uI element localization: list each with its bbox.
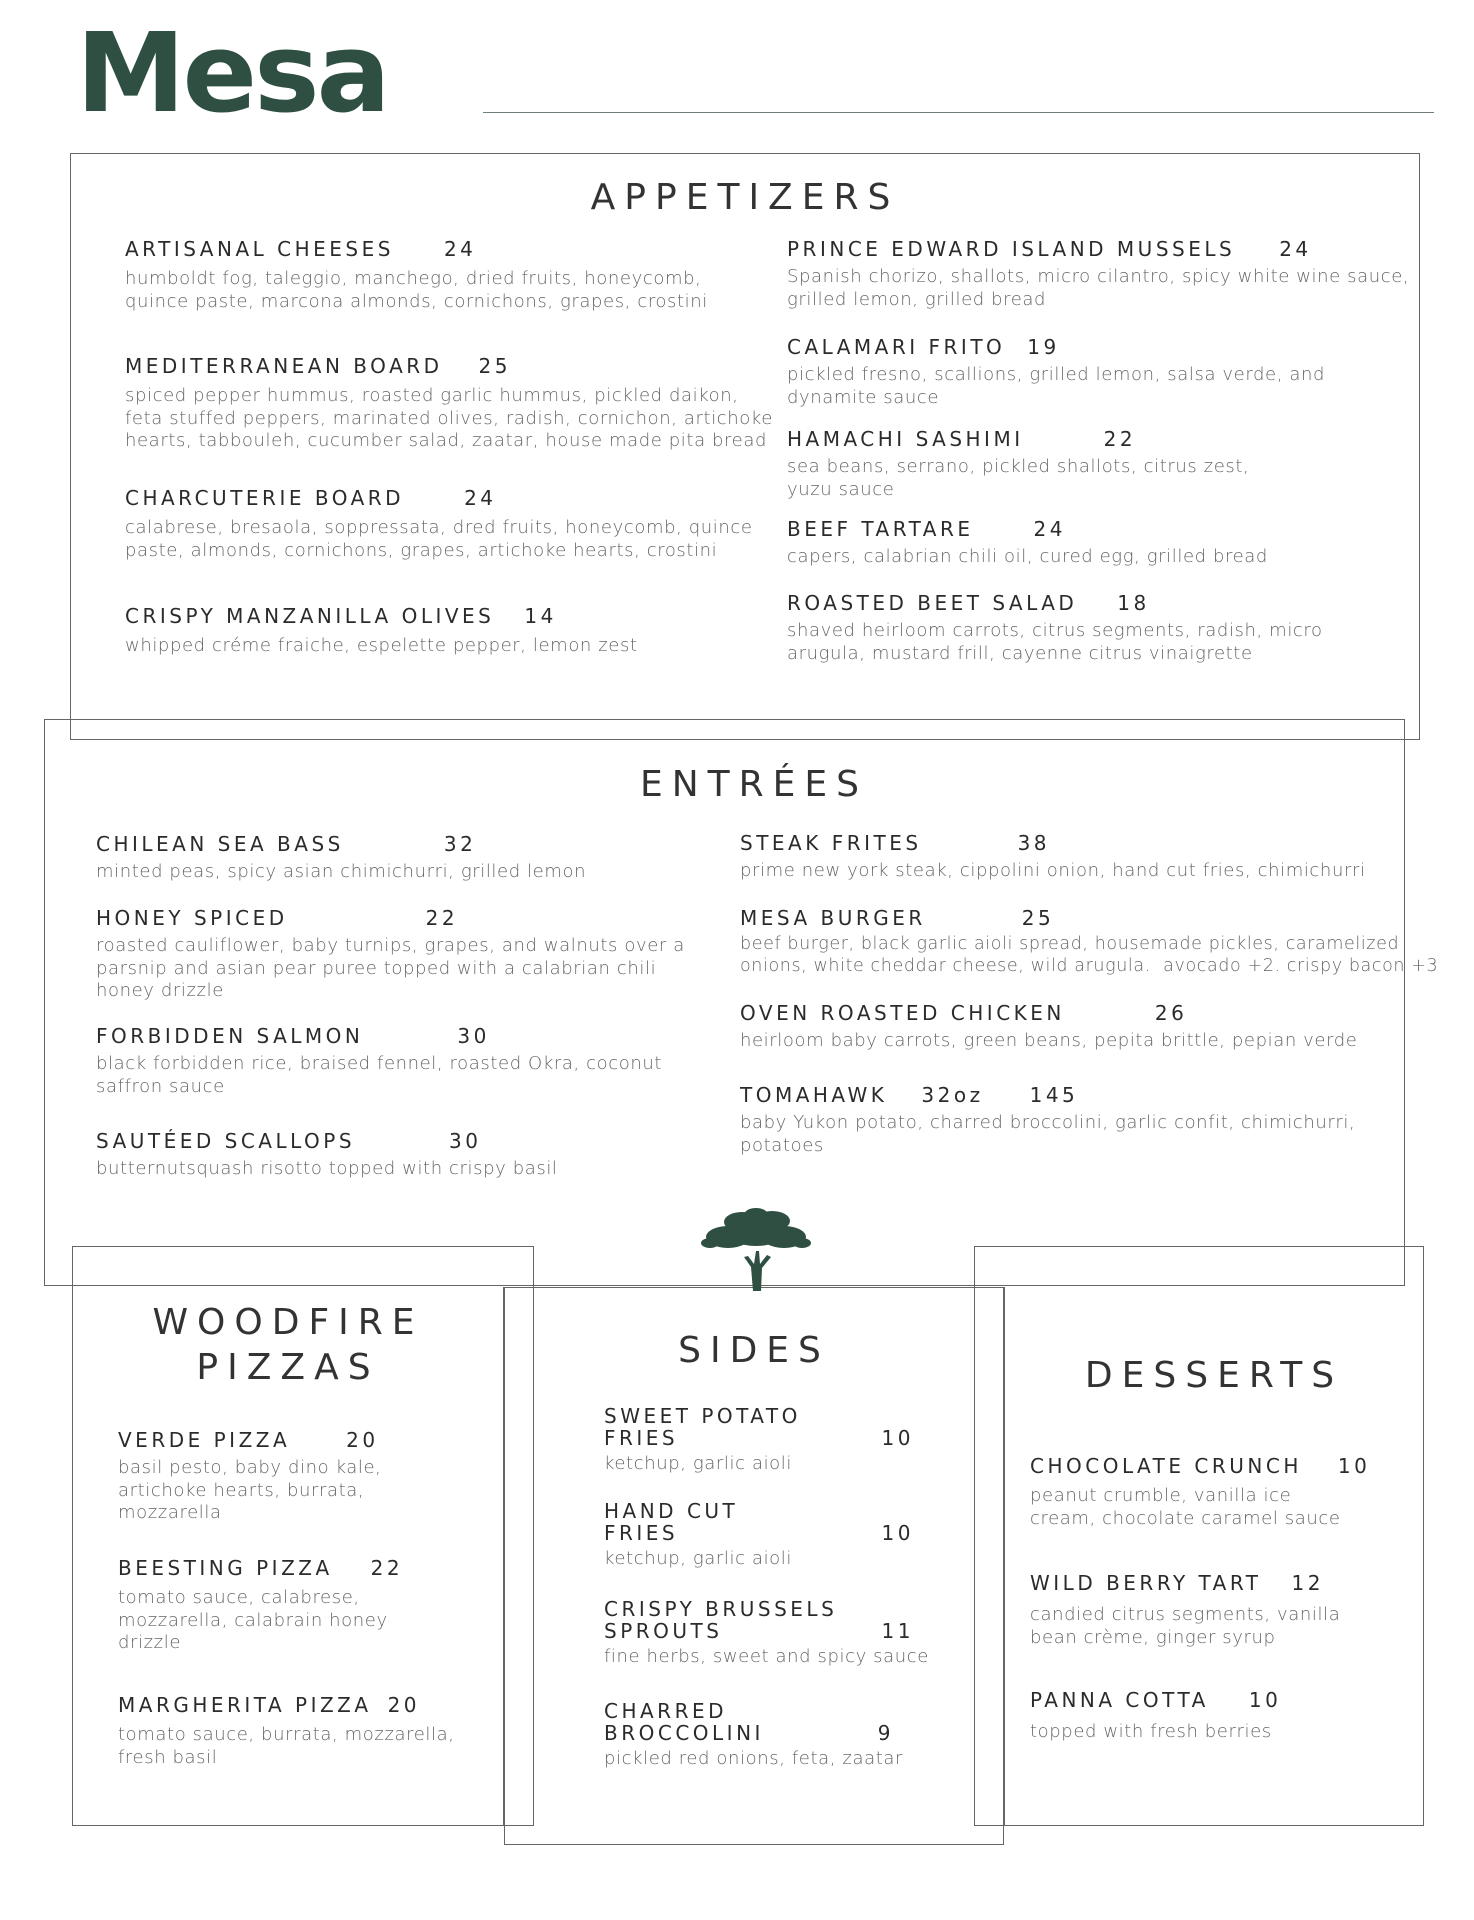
item-price: 10 bbox=[1248, 1688, 1282, 1712]
item-name: WILD BERRY TART bbox=[1030, 1571, 1262, 1595]
menu-item bbox=[96, 907, 685, 1003]
item-description: humboldt fog, taleggio, manchego, dried fruits, honeycomb, quince paste, marcona almonds, cornichons, grapes, crostini bbox=[125, 268, 708, 312]
item-description: sea beans, serrano, pickled shallots, citrus zest, yuzu sauce bbox=[787, 456, 1250, 500]
item-price: 12 bbox=[1291, 1571, 1324, 1595]
item-description: capers, calabrian chili oil, cured egg, grilled bread bbox=[787, 546, 1268, 567]
menu-item bbox=[604, 1699, 903, 1771]
appetizers-title: APPETIZERS bbox=[590, 177, 900, 218]
menu-item bbox=[604, 1597, 929, 1669]
tree-icon bbox=[700, 1207, 812, 1291]
menu-item bbox=[118, 1694, 455, 1769]
item-price: 10 bbox=[1337, 1454, 1371, 1478]
pizzas-title-line1: WOODFIRE bbox=[152, 1302, 424, 1343]
item-description: ketchup, garlic aioli bbox=[604, 1548, 792, 1569]
menu-item bbox=[1030, 1455, 1370, 1530]
menu-item bbox=[740, 832, 1366, 883]
item-price: 30 bbox=[449, 1129, 482, 1153]
item-price: 24 bbox=[443, 237, 477, 261]
item-price: 22 bbox=[1103, 427, 1137, 451]
item-price: 20 bbox=[346, 1428, 379, 1452]
pizzas-title bbox=[72, 1300, 504, 1390]
item-name: CHARCUTERIE BOARD bbox=[125, 486, 405, 510]
menu-item bbox=[125, 605, 638, 658]
item-name: CALAMARI FRITO bbox=[787, 335, 1006, 359]
item-name-line1: CRISPY BRUSSELS bbox=[604, 1597, 838, 1621]
item-name-line2: BROCCOLINI bbox=[604, 1721, 764, 1745]
item-description: tomato sauce, calabrese, mozzarella, calabrain honey drizzle bbox=[118, 1587, 388, 1653]
menu-item bbox=[118, 1429, 382, 1525]
item-price: 24 bbox=[1033, 517, 1066, 541]
item-name: STEAK FRITES bbox=[740, 831, 922, 855]
item-name: CHILEAN SEA BASS bbox=[96, 832, 344, 856]
item-price: 25 bbox=[1021, 906, 1055, 930]
sides-title: SIDES bbox=[678, 1330, 830, 1371]
item-description: shaved heirloom carrots, citrus segments, radish, micro arugula, mustard frill, cayenne citrus vinaigrette bbox=[787, 620, 1323, 664]
item-name: HONEY SPICED bbox=[96, 906, 288, 930]
item-name: TOMAHAWK bbox=[740, 1083, 888, 1107]
item-description: topped with fresh berries bbox=[1030, 1721, 1272, 1742]
item-price: 38 bbox=[1017, 831, 1051, 855]
item-size: 32oz bbox=[921, 1083, 984, 1107]
menu-item bbox=[787, 336, 1325, 409]
item-price: 18 bbox=[1117, 591, 1150, 615]
menu-item bbox=[604, 1405, 914, 1476]
menu-item bbox=[787, 518, 1268, 569]
item-description: candied citrus segments, vanilla bean crème, ginger syrup bbox=[1030, 1604, 1341, 1648]
item-description: butternutsquash risotto topped with crispy basil bbox=[96, 1158, 558, 1179]
menu-item bbox=[740, 1084, 1355, 1157]
item-name: VERDE PIZZA bbox=[118, 1428, 291, 1452]
menu-item bbox=[604, 1500, 914, 1571]
item-name: FORBIDDEN SALMON bbox=[96, 1024, 364, 1048]
menu-item bbox=[740, 907, 1438, 977]
menu-item bbox=[96, 833, 586, 884]
item-description: calabrese, bresaola, soppressata, dred fruits, honeycomb, quince paste, almonds, cornichons, grapes, artichoke hearts, crostini bbox=[125, 517, 753, 561]
menu-item bbox=[787, 238, 1409, 311]
item-price: 30 bbox=[457, 1024, 490, 1048]
item-name: BEESTING PIZZA bbox=[118, 1556, 333, 1580]
item-name-line1: CHARRED bbox=[604, 1699, 728, 1723]
header-rule bbox=[483, 112, 1434, 113]
item-price: 10 bbox=[881, 1521, 914, 1545]
item-name: CHOCOLATE CRUNCH bbox=[1030, 1454, 1302, 1478]
item-description: black forbidden rice, braised fennel, roasted Okra, coconut saffron sauce bbox=[96, 1053, 663, 1097]
menu-item bbox=[1030, 1572, 1340, 1649]
item-name: HAMACHI SASHIMI bbox=[787, 427, 1024, 451]
menu-item bbox=[125, 355, 773, 453]
item-name-line1: SWEET POTATO bbox=[604, 1404, 801, 1428]
menu-item bbox=[118, 1557, 403, 1655]
menu-item bbox=[1030, 1689, 1281, 1744]
item-price: 25 bbox=[478, 354, 511, 378]
item-description: Spanish chorizo, shallots, micro cilantro, spicy white wine sauce, grilled lemon, grilled bread bbox=[787, 266, 1410, 310]
item-name: ROASTED BEET SALAD bbox=[787, 591, 1078, 615]
item-price: 20 bbox=[387, 1693, 421, 1717]
item-name: OVEN ROASTED CHICKEN bbox=[740, 1001, 1065, 1025]
item-price: 24 bbox=[464, 486, 497, 510]
item-name: MESA BURGER bbox=[740, 906, 926, 930]
item-price: 32 bbox=[443, 832, 477, 856]
item-price: 14 bbox=[524, 604, 557, 628]
item-name: MARGHERITA PIZZA bbox=[118, 1693, 372, 1717]
item-description: pickled red onions, feta, zaatar bbox=[604, 1748, 903, 1769]
item-name-line2: FRIES bbox=[604, 1521, 679, 1545]
item-description: heirloom baby carrots, green beans, pepita brittle, pepian verde bbox=[740, 1030, 1358, 1051]
item-name: PRINCE EDWARD ISLAND MUSSELS bbox=[787, 237, 1236, 261]
item-price: 22 bbox=[425, 906, 459, 930]
item-name: BEEF TARTARE bbox=[787, 517, 974, 541]
item-description: baby Yukon potato, charred broccolini, garlic confit, chimichurri, potatoes bbox=[740, 1112, 1356, 1156]
item-price: 11 bbox=[881, 1619, 914, 1643]
item-price: 22 bbox=[370, 1556, 404, 1580]
item-description: spiced pepper hummus, roasted garlic hummus, pickled daikon, feta stuffed peppers, marinated olives, radish, cornichon, artichoke hearts, tabbouleh, cucumber salad, zaatar, house made pita bread bbox=[125, 385, 773, 451]
item-description: pickled fresno, scallions, grilled lemon, salsa verde, and dynamite sauce bbox=[787, 364, 1326, 408]
desserts-title: DESSERTS bbox=[1084, 1355, 1344, 1396]
menu-item bbox=[787, 428, 1249, 501]
menu-item bbox=[96, 1025, 662, 1098]
item-price: 145 bbox=[1029, 1083, 1079, 1107]
menu-item bbox=[96, 1130, 558, 1181]
item-name-line1: HAND CUT bbox=[604, 1499, 739, 1523]
item-description: fine herbs, sweet and spicy sauce bbox=[604, 1646, 929, 1667]
menu-item bbox=[125, 487, 753, 562]
item-description: prime new york steak, cippolini onion, hand cut fries, chimichurri bbox=[740, 860, 1366, 881]
menu-item bbox=[787, 592, 1323, 665]
item-price: 19 bbox=[1027, 335, 1060, 359]
item-name-line2: FRIES bbox=[604, 1426, 679, 1450]
item-description: beef burger, black garlic aioli spread, housemade pickles, caramelized onions, white cheddar cheese, wild arugula. avocado +2. crispy bacon +3 bbox=[740, 934, 1439, 976]
item-description: minted peas, spicy asian chimichurri, grilled lemon bbox=[96, 861, 587, 882]
item-price: 26 bbox=[1154, 1001, 1188, 1025]
menu-item bbox=[125, 238, 708, 313]
item-name: PANNA COTTA bbox=[1030, 1688, 1209, 1712]
item-description: basil pesto, baby dino kale, artichoke hearts, burrata, mozzarella bbox=[118, 1457, 382, 1523]
restaurant-logo: Mesa bbox=[76, 9, 388, 137]
item-price: 24 bbox=[1279, 237, 1312, 261]
item-name: CRISPY MANZANILLA OLIVES bbox=[125, 604, 495, 628]
item-description: ketchup, garlic aioli bbox=[604, 1453, 792, 1474]
item-description: peanut crumble, vanilla ice cream, chocolate caramel sauce bbox=[1030, 1485, 1341, 1529]
item-name: ARTISANAL CHEESES bbox=[125, 237, 394, 261]
item-name-line2: SPROUTS bbox=[604, 1619, 723, 1643]
item-description: roasted cauliflower, baby turnips, grapes, and walnuts over a parsnip and asian pear puree topped with a calabrian chili honey drizzle bbox=[96, 935, 685, 1001]
pizzas-title-line2: PIZZAS bbox=[196, 1347, 380, 1388]
item-price: 10 bbox=[881, 1426, 914, 1450]
item-price: 9 bbox=[877, 1721, 894, 1745]
item-description: tomato sauce, burrata, mozzarella, fresh basil bbox=[118, 1724, 455, 1768]
menu-item bbox=[740, 1002, 1357, 1053]
entrees-title: ENTRÉES bbox=[639, 764, 869, 805]
item-name: SAUTÉED SCALLOPS bbox=[96, 1129, 356, 1153]
item-name: MEDITERRANEAN BOARD bbox=[125, 354, 443, 378]
item-description: whipped créme fraiche, espelette pepper, lemon zest bbox=[125, 635, 638, 656]
